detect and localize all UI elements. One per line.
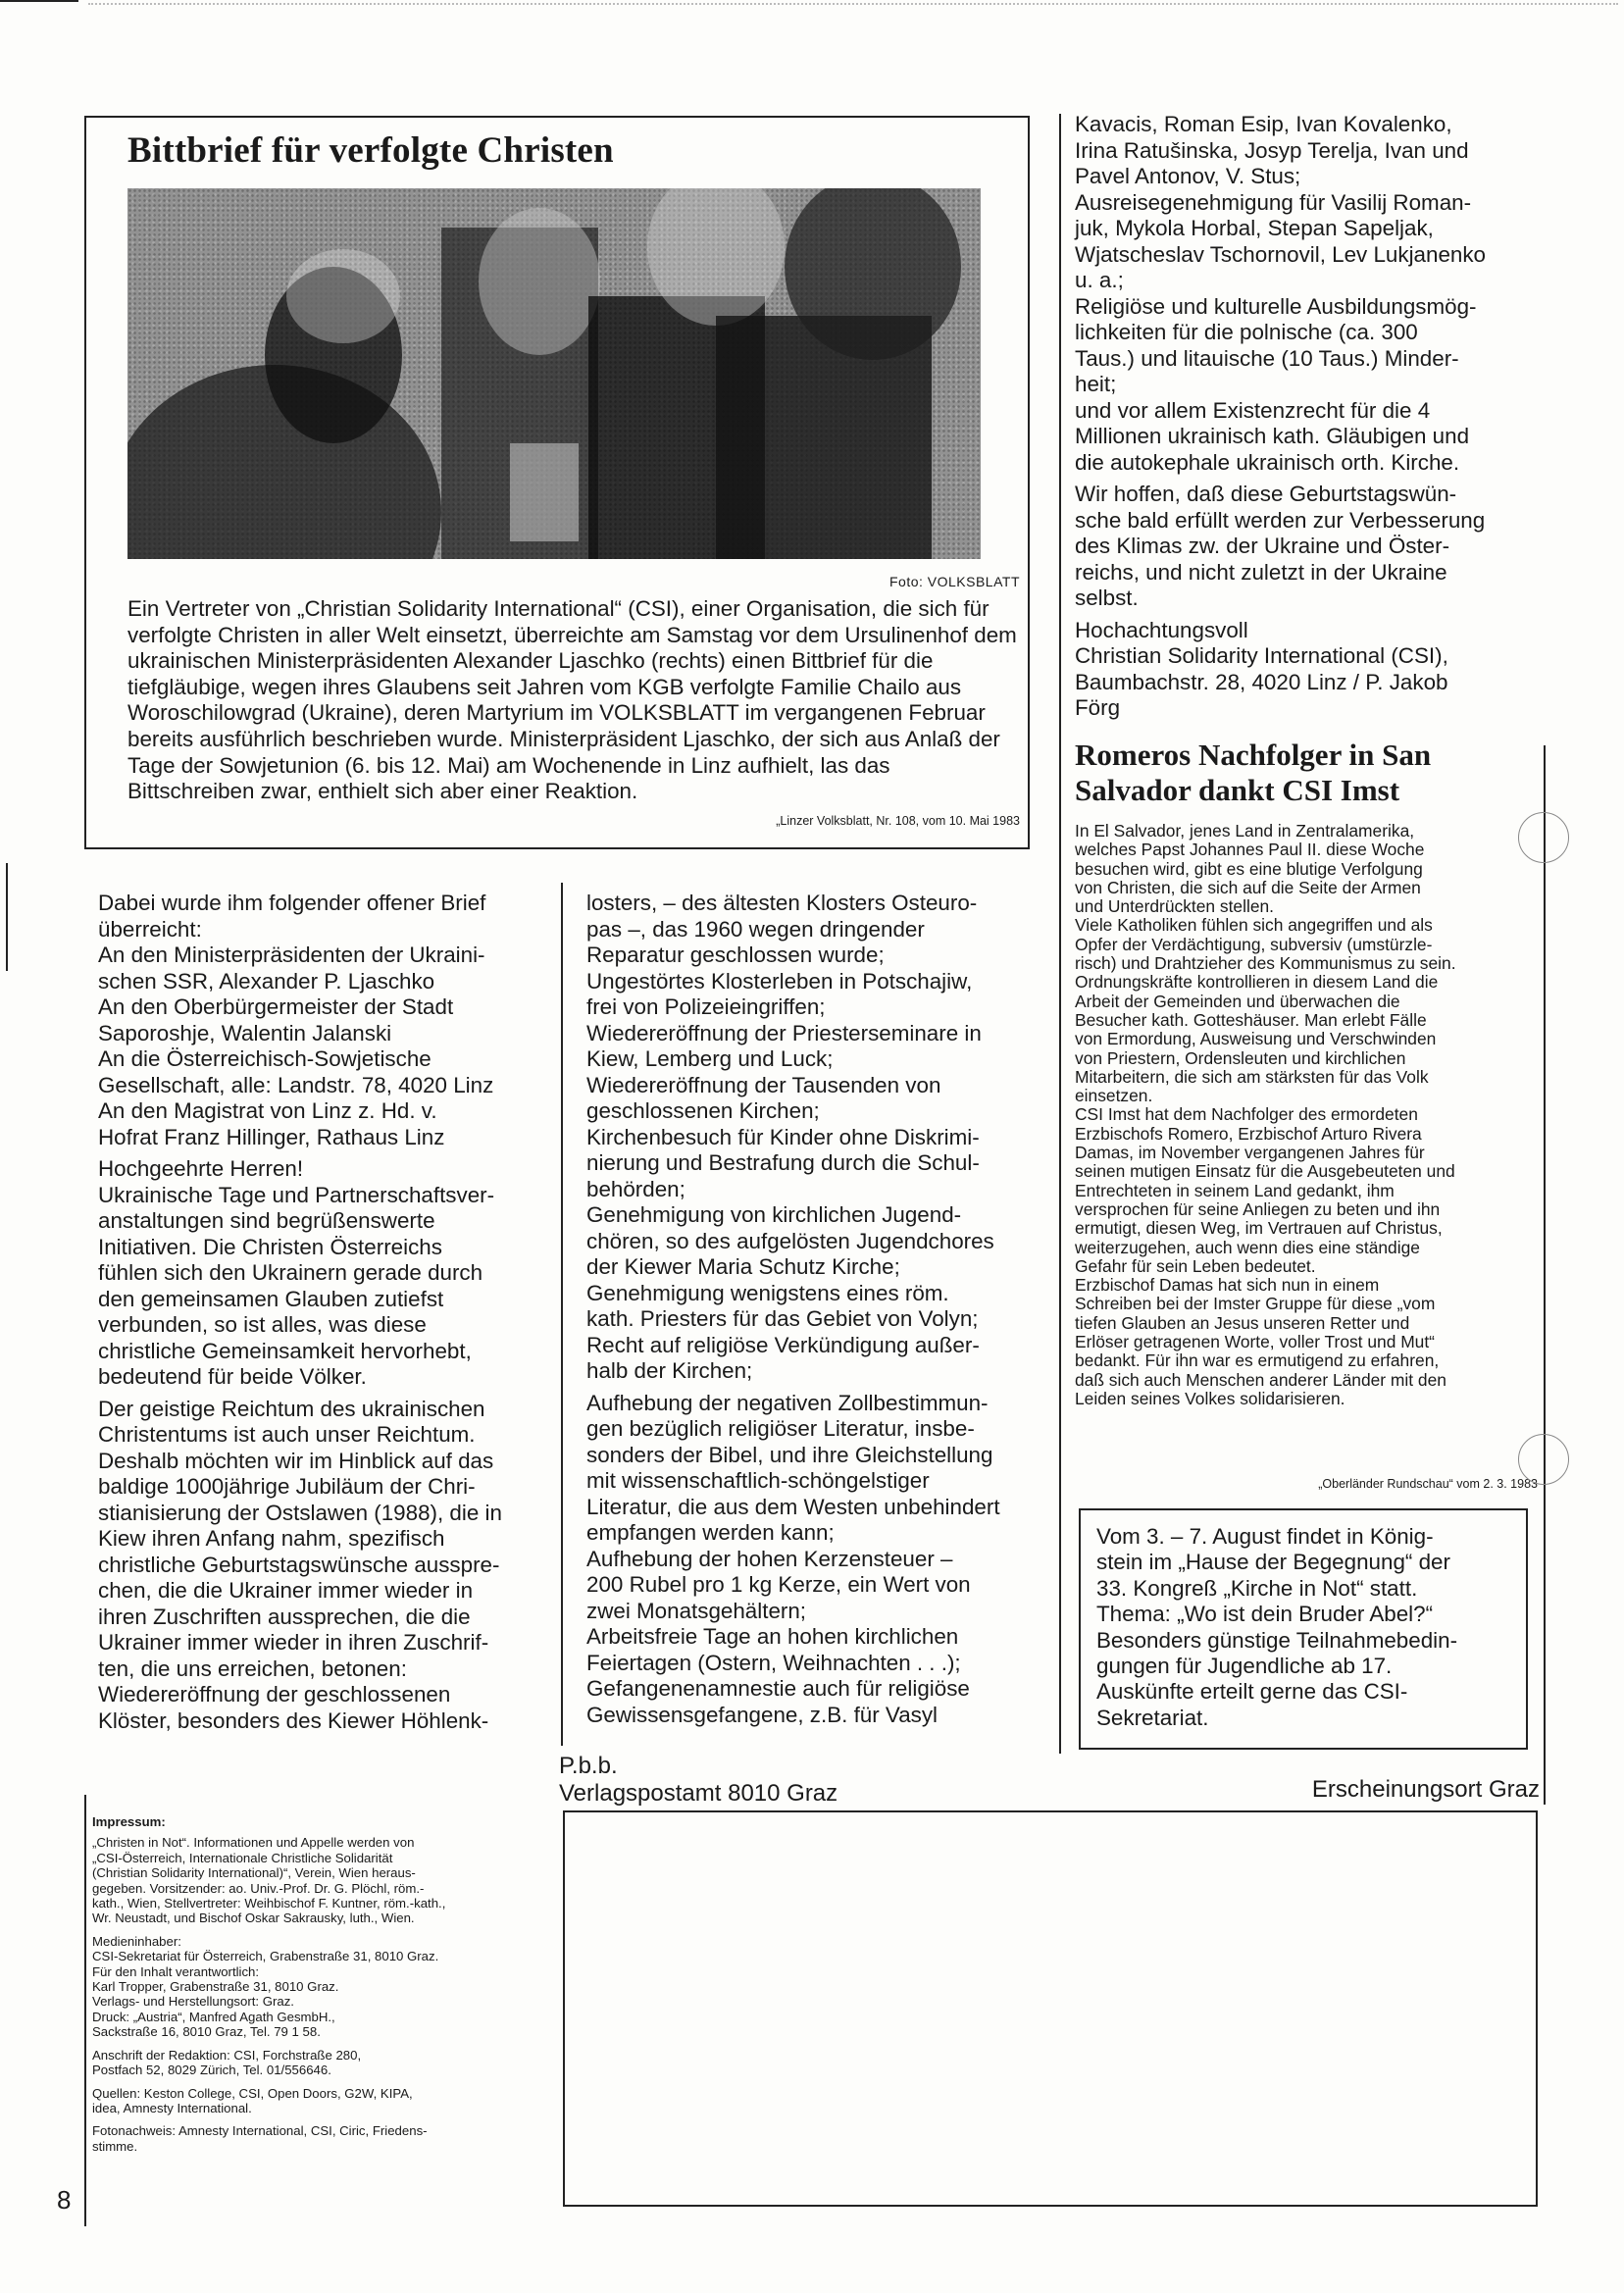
text-line: Entrechteten in seinem Land gedankt, ihm <box>1075 1180 1395 1200</box>
text-line: 33. Kongreß „Kirche in Not“ statt. <box>1096 1575 1418 1601</box>
text-line: In El Salvador, jenes Land in Zentralamerika, <box>1075 821 1415 841</box>
text-line: Erzbischofs Romero, Erzbischof Arturo Rivera <box>1075 1123 1422 1144</box>
text-line: Ukrainer immer wieder in ihren Zuschrif- <box>98 1630 489 1655</box>
text-line: An den Magistrat von Linz z. Hd. v. <box>98 1098 437 1123</box>
text-line: fühlen sich den Ukrainern gerade durch <box>98 1260 483 1285</box>
postal-info <box>559 1753 837 1808</box>
text-line: Auskünfte erteilt gerne das CSI- <box>1096 1679 1408 1705</box>
text-line: Erzbischof Damas hat sich nun in einem <box>1075 1275 1380 1296</box>
text-line: verbunden, so ist alles, was diese <box>98 1312 427 1337</box>
text-line: Klöster, besonders des Kiewer Höhlenk- <box>98 1707 489 1733</box>
text-line: den gemeinsamen Glauben zutiefst <box>98 1286 444 1311</box>
text-line: Wiedereröffnung der geschlossenen <box>98 1682 451 1707</box>
punch-hole-mark <box>1518 812 1569 863</box>
text-line: losters, – des ältesten Klosters Osteuro- <box>586 891 978 915</box>
text-line: u. a.; <box>1075 268 1124 292</box>
text-line: Kiew ihren Anfang nahm, spezifisch <box>98 1526 445 1551</box>
address-label-box <box>563 1810 1538 2207</box>
text-line: Förg <box>1075 695 1121 720</box>
text-line: schen SSR, Alexander P. Ljaschko <box>98 968 435 994</box>
text-line: An die Österreichisch-Sowjetische <box>98 1046 431 1071</box>
text-line: Ukrainische Tage und Partnerschaftsver- <box>98 1182 495 1207</box>
text-line: überreicht: <box>98 916 202 942</box>
text-line: Aufhebung der hohen Kerzensteuer – <box>586 1546 953 1571</box>
text-line: Wiedereröffnung der Priesterseminare in <box>586 1020 982 1045</box>
text-line: Postfach 52, 8029 Zürich, Tel. 01/556646. <box>92 2063 331 2078</box>
text-line: Ordnungskräfte kontrollieren in diesem Land die <box>1075 972 1439 993</box>
text-line: pas –, das 1960 wegen dringender <box>586 916 925 942</box>
text-line: Hofrat Franz Hillinger, Rathaus Linz <box>98 1124 445 1149</box>
scan-margin-mark <box>6 863 8 971</box>
text-line: kath., Wien, Stellvertreter: Weihbischof F. Kuntner, röm.-kath., <box>92 1896 446 1911</box>
romero-article-body <box>1075 822 1546 1408</box>
letter-addressees <box>98 891 549 1150</box>
text-line: Damas, im November vergangenen Jahres für <box>1075 1143 1425 1163</box>
text-line: Leiden seines Volkes solidarisieren. <box>1075 1388 1345 1408</box>
text-line: von Christen, die sich auf die Seite der Armen <box>1075 877 1421 897</box>
text-line: Kirchenbesuch für Kinder ohne Diskrimi- <box>586 1124 980 1149</box>
text-line: Feiertagen (Ostern, Weihnachten . . .); <box>586 1650 961 1675</box>
text-line: Reparatur geschlossen wurde; <box>586 943 885 967</box>
text-line: daß sich auch Menschen anderer Länder mit den <box>1075 1369 1446 1390</box>
page-number: 8 <box>57 2185 72 2215</box>
text-line: juk, Mykola Horbal, Stepan Sapeljak, <box>1075 216 1434 240</box>
text-line: die autokephale ukrainisch orth. Kirche. <box>1075 449 1460 475</box>
text-line: Viele Katholiken fühlen sich angegriffen und als <box>1075 915 1433 936</box>
text-line: Arbeitsfreie Tage an hohen kirchlichen <box>586 1624 959 1649</box>
text-line: Kavacis, Roman Esip, Ivan Kovalenko, <box>1075 112 1452 136</box>
text-line: Ausreisegenehmigung für Vasilij Roman- <box>1075 189 1472 215</box>
text-line: weiterzugehen, auch wenn dies eine ständige <box>1075 1237 1420 1257</box>
text-line: und Unterdrückten stellen. <box>1075 896 1275 917</box>
text-line: tiefen Glauben an Jesus unseren Retter und <box>1075 1312 1410 1333</box>
text-line: gen bezüglich religiöser Literatur, insbe- <box>586 1416 975 1441</box>
text-line: Initiativen. Die Christen Österreichs <box>98 1234 442 1259</box>
impressum-rule <box>84 1795 86 2226</box>
text-line: Erlöser getragenen Worte, voller Trost und Mut“ <box>1075 1332 1435 1352</box>
text-line: einsetzen. <box>1075 1086 1153 1106</box>
text-line: besuchen wird, gibt es eine blutige Verfolgung <box>1075 858 1423 879</box>
text-line: chen, die die Ukrainer immer wieder in <box>98 1578 474 1603</box>
text-line: Aufhebung der negativen Zollbestimmun- <box>586 1390 989 1415</box>
text-line: Baumbachstr. 28, 4020 Linz / P. Jakob <box>1075 669 1448 694</box>
text-line: Irina Ratušinska, Josyp Terelja, Ivan und <box>1075 137 1469 163</box>
text-line: Pavel Antonov, V. Stus; <box>1075 164 1301 188</box>
text-line: Millionen ukrainisch kath. Gläubigen und <box>1075 424 1470 448</box>
text-line: Genehmigung von kirchlichen Jugend- <box>586 1202 962 1227</box>
text-line: christliche Gemeinsamkeit hervorhebt, <box>98 1338 472 1363</box>
text-line: Sackstraße 16, 8010 Graz, Tel. 79 1 58. <box>92 2024 321 2040</box>
text-line: sche bald erfüllt werden zur Verbesserung <box>1075 507 1486 533</box>
text-line: Der geistige Reichtum des ukrainischen <box>98 1396 485 1421</box>
text-line: Besucher kath. Gotteshäuser. Man erlebt Fälle <box>1075 1009 1427 1030</box>
text-line: Ungestörtes Klosterleben in Potschajiw, <box>586 968 973 994</box>
romero-article-title: Romeros Nachfolger in San Salvador dankt CSI Imst <box>1075 738 1432 807</box>
article2-source: „Oberländer Rundschau“ vom 2. 3. 1983 <box>1318 1477 1538 1491</box>
text-line: Besonders günstige Teilnahmebedin- <box>1096 1627 1458 1653</box>
text-line: chören, so des aufgelösten Jugendchores <box>586 1228 994 1253</box>
text-line: gungen für Jugendliche ab 17. <box>1096 1654 1393 1679</box>
text-line: Dabei wurde ihm folgender offener Brief <box>98 891 486 915</box>
text-line: Sekretariat. <box>1096 1705 1209 1730</box>
text-line: von Priestern, Ordensleuten und kirchlichen <box>1075 1047 1406 1068</box>
text-line: Quellen: Keston College, CSI, Open Doors, G2W, KIPA, <box>92 2085 413 2101</box>
text-line: Druck: „Austria“, Manfred Agath GesmbH., <box>92 2009 335 2024</box>
text-line: sonders der Bibel, und ihre Gleichstellung <box>586 1442 993 1467</box>
scan-edge-line <box>0 0 78 2</box>
text-line: An den Ministerpräsidenten der Ukraini- <box>98 943 485 967</box>
text-line: CSI Imst hat dem Nachfolger des ermordeten <box>1075 1104 1418 1125</box>
verlagspostamt-label: Verlagspostamt 8010 Graz <box>559 1780 838 1807</box>
text-line: risch) und Drahtzieher des Kommunismus zu sein. <box>1075 953 1456 974</box>
text-line: Wir hoffen, daß diese Geburtstagswün- <box>1075 482 1457 506</box>
text-line: Arbeit der Gemeinden und überwachen die <box>1075 991 1400 1011</box>
text-line: Christian Solidarity International (CSI), <box>1075 643 1448 668</box>
text-line: heit; <box>1075 372 1117 396</box>
text-line: bedeutend für beide Völker. <box>98 1364 367 1389</box>
text-line: Deshalb möchten wir im Hinblick auf das <box>98 1448 494 1473</box>
text-line: Schreiben bei der Imster Gruppe für diese „vom <box>1075 1294 1436 1314</box>
news-photo <box>127 188 981 559</box>
text-line: Wiedereröffnung der Tausenden von <box>586 1072 941 1097</box>
text-line: ermutigt, diesen Weg, im Vertrauen auf Christus, <box>1075 1218 1443 1239</box>
text-line: Saporoshje, Walentin Jalanski <box>98 1020 392 1045</box>
photo-caption: Ein Vertreter von „Christian Solidarity International“ (CSI), einer Organisation, die sich für verfolgte Christen in aller Welt einsetzt, überreichte am Samstag vor dem Ursulinenhof dem ukrainischen Ministerpräsidenten Alexander Ljaschko (rechts) einen Bittbrief für die tiefgläubige, wegen ihres Glaubens seit Jahren vom KGB verfolgte Familie Chailo aus Woroschilowgrad (Ukraine), deren Martyrium im VOLKSBLATT im vergangenen Februar bereits ausführlich beschrieben wurde. Ministerpräsident Ljaschko, der sich aus Anlaß der Tage der Sowjetunion (6. bis 12. Mai) am Wochenende in Linz aufhielt, las das Bittschreiben zwar, enthielt sich aber einer Reaktion. <box>127 596 1017 804</box>
text-line: zwei Monatsgehältern; <box>586 1598 807 1623</box>
text-line: Hochgeehrte Herren! <box>98 1156 304 1181</box>
text-line: Recht auf religiöse Verkündigung außer- <box>586 1332 980 1357</box>
bittbrief-title: Bittbrief für verfolgte Christen <box>127 130 614 171</box>
text-line: lichkeiten für die polnische (ca. 300 <box>1075 320 1418 344</box>
text-line: Gefangenenamnestie auch für religiöse <box>586 1676 970 1701</box>
text-line: kath. Priesters für das Gebiet von Volyn; <box>586 1306 979 1331</box>
text-line: „Christen in Not“. Informationen und Appelle werden von <box>92 1835 415 1851</box>
text-line: Vom 3. – 7. August findet in König- <box>1096 1524 1434 1549</box>
text-line: Genehmigung wenigstens eines röm. <box>586 1280 949 1305</box>
impressum-sources <box>92 2086 547 2116</box>
text-line: Taus.) und litauische (10 Taus.) Minder- <box>1075 345 1459 371</box>
text-line: seinen mutigen Einsatz für die Ausgebeuteten und <box>1075 1161 1455 1182</box>
text-line: Anschrift der Redaktion: CSI, Forchstraße 280, <box>92 2047 362 2063</box>
column-rule-right <box>1059 114 1061 1754</box>
text-line: An den Oberbürgermeister der Stadt <box>98 994 454 1019</box>
text-line: ten, die uns erreichen, betonen: <box>98 1656 407 1681</box>
letter-demands-paragraph-2 <box>586 1391 1038 1729</box>
pbb-label: P.b.b. <box>559 1753 618 1779</box>
text-line: und vor allem Existenzrecht für die 4 <box>1075 397 1431 423</box>
impressum-heading: Impressum: <box>92 1814 166 1829</box>
text-line: Gefahr für sein Leben bedeutet. <box>1075 1255 1316 1276</box>
text-line: (Christian Solidarity International)“, Verein, Wien heraus- <box>92 1865 416 1881</box>
text-line: stimme. <box>92 2138 138 2154</box>
impressum-publisher <box>92 1835 547 1925</box>
kongress-notice-text <box>1096 1524 1518 1731</box>
text-line: stianisierung der Ostslawen (1988), die in <box>98 1500 502 1525</box>
text-line: Opfer der Verdächtigung, subversiv (umstürzle- <box>1075 934 1433 954</box>
text-line: CSI-Sekretariat für Österreich, Grabenstraße 31, 8010 Graz. <box>92 1949 439 1964</box>
text-line: Fotonachweis: Amnesty International, CSI, Ciric, Friedens- <box>92 2123 428 2139</box>
text-line: behörden; <box>586 1176 685 1201</box>
text-line: Verlags- und Herstellungsort: Graz. <box>92 1994 294 2010</box>
text-line: 200 Rubel pro 1 kg Kerze, ein Wert von <box>586 1572 971 1597</box>
text-line: Wjatscheslav Tschornovil, Lev Lukjanenko <box>1075 241 1487 267</box>
text-line: Religiöse und kulturelle Ausbildungsmög- <box>1075 293 1477 319</box>
text-line: baldige 1000jährige Jubiläum der Chri- <box>98 1474 476 1499</box>
text-line: Kiew, Lemberg und Luck; <box>586 1046 834 1071</box>
text-line: nierung und Bestrafung durch die Schul- <box>586 1150 980 1175</box>
letter-wishes-paragraph <box>98 1397 549 1735</box>
text-line: Literatur, die aus dem Westen unbehindert <box>586 1494 1000 1519</box>
text-line: gegeben. Vorsitzender: ao. Univ.-Prof. Dr. G. Plöchl, röm.- <box>92 1880 425 1896</box>
text-line: selbst. <box>1075 586 1139 610</box>
text-line: Karl Tropper, Grabenstraße 31, 8010 Graz. <box>92 1979 339 1995</box>
impressum-photo-credits <box>92 2123 547 2154</box>
text-line: halb der Kirchen; <box>586 1358 753 1383</box>
letter-column-1 <box>98 891 549 1740</box>
article1-source: „Linzer Volksblatt, Nr. 108, vom 10. Mai 1983 <box>776 814 1020 828</box>
letter-column-2 <box>586 891 1038 1734</box>
text-line: mit wissenschaftlich-schöngelstiger <box>586 1468 930 1493</box>
text-line: idea, Amnesty International. <box>92 2100 252 2115</box>
text-line: anstaltungen sind begrüßenswerte <box>98 1208 435 1233</box>
text-line: geschlossenen Kirchen; <box>586 1098 820 1123</box>
text-line: christliche Geburtstagswünsche ausspre- <box>98 1552 500 1577</box>
text-line: welches Papst Johannes Paul II. diese Woche <box>1075 840 1425 860</box>
photo-credit: Foto: VOLKSBLATT <box>888 574 1020 589</box>
letter-signature <box>1075 618 1536 722</box>
text-line: Hochachtungsvoll <box>1075 617 1248 642</box>
text-line: „CSI-Österreich, Internationale Christliche Solidarität <box>92 1850 393 1865</box>
text-line: Thema: „Wo ist dein Bruder Abel?“ <box>1096 1602 1434 1627</box>
letter-closing-hope <box>1075 482 1536 612</box>
impressum-editorial-address <box>92 2048 547 2078</box>
text-line: Gewissensgefangene, z.B. für Vasyl <box>586 1702 939 1727</box>
text-line: der Kiewer Maria Schutz Kirche; <box>586 1254 900 1279</box>
text-line: ihren Zuschriften aussprechen, die die <box>98 1604 471 1629</box>
text-line: frei von Polizeieingriffen; <box>586 994 826 1019</box>
letter-column-3 <box>1075 112 1536 728</box>
erscheinungsort-label: Erscheinungsort Graz <box>1311 1776 1540 1803</box>
text-line: reichs, und nicht zuletzt in der Ukraine <box>1075 559 1447 585</box>
letter-greeting-paragraph <box>98 1156 549 1391</box>
letter-demands-paragraph-3 <box>1075 112 1536 476</box>
column-rule-letter-1 <box>561 883 563 1746</box>
scan-edge-dotted-line <box>88 3 1618 6</box>
text-line: Für den Inhalt verantwortlich: <box>92 1963 260 1979</box>
punch-hole-mark <box>1518 1434 1569 1485</box>
text-line: empfangen werden kann; <box>586 1520 835 1545</box>
text-line: Medieninhaber: <box>92 1933 181 1949</box>
text-line: des Klimas zw. der Ukraine und Öster- <box>1075 534 1450 558</box>
text-line: bedankt. Für ihn war es ermutigend zu erfahren, <box>1075 1350 1440 1371</box>
text-line: stein im „Hause der Begegnung“ der <box>1096 1550 1450 1575</box>
impressum <box>92 1814 547 2162</box>
impressum-media-owner <box>92 1934 547 2040</box>
text-line: Christentums ist auch unser Reichtum. <box>98 1422 476 1447</box>
text-line: von Ermordung, Ausweisung und Verschwinden <box>1075 1029 1437 1049</box>
letter-demands-paragraph-1 <box>586 891 1038 1385</box>
text-line: Gesellschaft, alle: Landstr. 78, 4020 Linz <box>98 1072 494 1097</box>
text-line: Wr. Neustadt, und Bischof Oskar Sakrausky, luth., Wien. <box>92 1911 415 1926</box>
text-line: Mitarbeitern, die sich am stärksten für das Volk <box>1075 1066 1429 1087</box>
text-line: versprochen für seine Anliegen zu beten und ihn <box>1075 1198 1441 1219</box>
